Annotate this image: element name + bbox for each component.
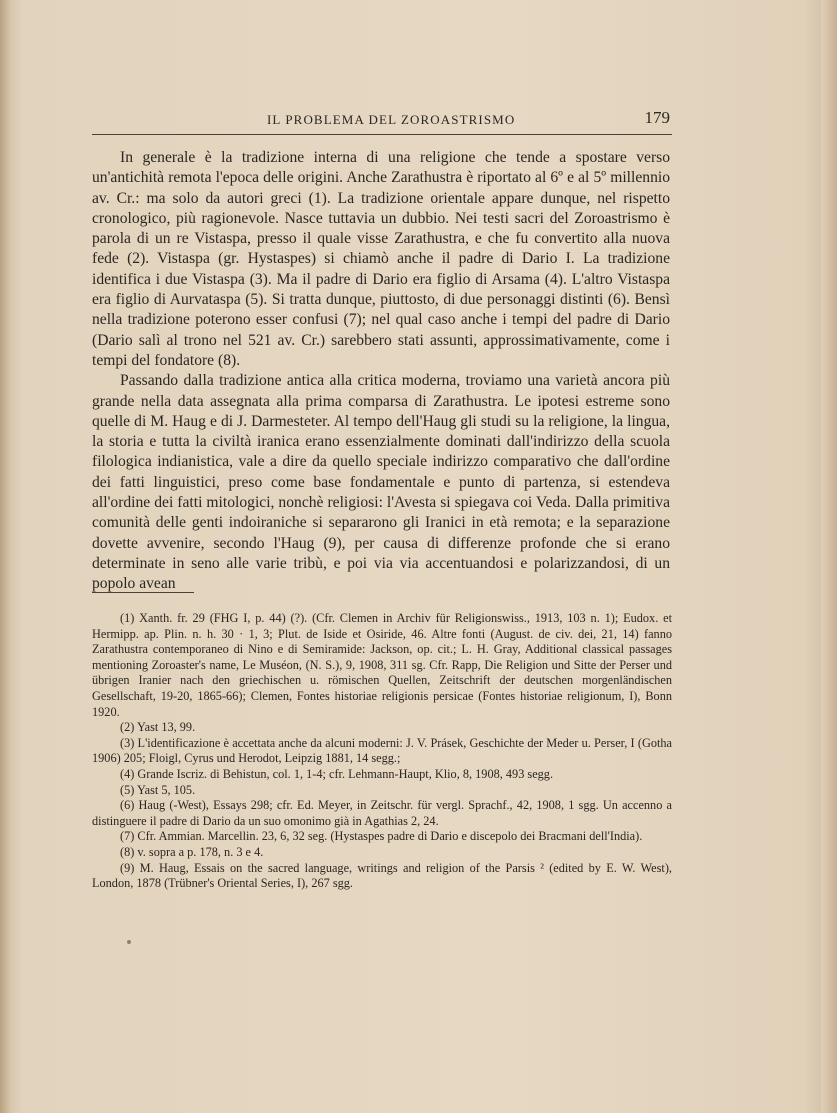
footnote: (2) Yast 13, 99.	[120, 720, 196, 735]
footnote: (1) Xanth. fr. 29 (FHG I, p. 44) (?). (Cfr. Clemen in Archiv für Religionswiss., 1913, 103 n. 1); Eudox. et Hermipp. ap. Plin. n. h. 30 · 1, 3; Plut. de Iside et Osiride, 46. Altre fonti (August. de civ. dei, 21, 14) fanno Zarathustra contemporaneo di Nino e di Semiramide: Jackson, op. cit.; L. H. Gray, Additional classical passages mentioning Zoroaster's name, Le Muséon, (N. S.), 9, 1908, 311 sg. Cfr. Rapp, Die Religion und Sitte der Perser und übrigen Iranier nach den griechischen u. römischen Quellen, Zeitschrift der deutschen morgenländischen Gesellschaft, 19-20, 1865-66); Clemen, Fontes historiae religionis persicae (Fontes historiae religionum, I), Bonn 1920.	[92, 611, 672, 719]
ink-speck	[127, 940, 131, 944]
page-number: 179	[644, 108, 670, 127]
page-right-edge	[821, 0, 837, 1113]
footnotes	[92, 611, 672, 892]
paragraph: In generale è la tradizione interna di una religione che tende a spostare verso un'antichità remota l'epoca delle origini. Anche Zarathustra è riportato al 6º e al 5º millennio av. Cr.: ma solo da autori greci (1). La tradizione orientale appare dunque, nel rispetto cronologico, più ragionevole. Nasce tuttavia un dubbio. Nei testi sacri del Zoroastrismo è parola di un re Vistaspa, presso il quale visse Zarathustra, e che fu convertito alla nuova fede (2). Vistaspa (gr. Hystaspes) si chiamò anche il padre di Dario I. La tradizione identifica i due Vistaspa (3). Ma il padre di Dario era figlio di Arsama (4). L'altro Vistaspa era figlio di Aurvataspa (5). Si tratta dunque, piuttosto, di due personaggi distinti (6). Bensì nella tradizione poterono esser confusi (7); nel qual caso anche i tempi del padre di Dario (Dario salì al trono nel 521 av. Cr.) sarebbero stati assunti, approssimativamente, come i tempi del fondatore (8).	[92, 149, 670, 369]
footnote: (7) Cfr. Ammian. Marcellin. 23, 6, 32 seg. (Hystaspes padre di Dario e discepolo dei Bracmani dell'India).	[120, 829, 643, 844]
footnote: (6) Haug (-West), Essays 298; cfr. Ed. Meyer, in Zeitschr. für vergl. Sprachf., 42, 1908, 1 sgg. Un accenno a distinguere il padre di Dario da un suo omonimo già in Agathias 2, 24.	[92, 798, 672, 828]
paragraph: Passando dalla tradizione antica alla critica moderna, troviamo una varietà ancora più grande nella data assegnata alla prima comparsa di Zarathustra. Le ipotesi estreme sono quelle di M. Haug e di J. Darmesteter. Al tempo dell'Haug gli studi su la religione, la lingua, la storia e tutta la civiltà iranica erano essenzialmente dominati dall'indirizzo della scuola filologica indianistica, vale a dire da quello speciale indirizzo comparativo che dall'ordine dei fatti linguistici, preso come base fondamentale e punto di partenza, si estendeva all'ordine dei fatti mitologici, nonchè religiosi: l'Avesta si spiegava coi Veda. Dalla primitiva comunità delle genti indoiraniche si separarono gli Iranici in età remota; e la separazione dovette avvenire, secondo l'Haug (9), per causa di differenze profonde che si erano determinate in seno alle varie tribù, e poi via via accentuandosi e polarizzandosi, di un popolo avean	[92, 372, 670, 593]
page-left-edge	[0, 0, 10, 1113]
footnote: (9) M. Haug, Essais on the sacred language, writings and religion of the Parsis ² (edited by E. W. West), London, 1878 (Trübner's Oriental Series, I), 267 sgg.	[92, 860, 672, 891]
running-title: IL PROBLEMA DEL ZOROASTRISMO	[267, 112, 516, 127]
main-text	[92, 148, 670, 595]
footnote-separator	[92, 592, 194, 593]
page-header	[92, 108, 672, 135]
footnote: (4) Grande Iscriz. di Behistun, col. 1, 1-4; cfr. Lehmann-Haupt, Klio, 8, 1908, 493 segg.	[120, 766, 554, 781]
footnote: (3) L'identificazione è accettata anche da alcuni moderni: J. V. Prásek, Geschichte der Meder u. Perser, I (Gotha 1906) 205; Floigl, Cyrus und Herodot, Leipzig 1881, 14 segg.;	[92, 735, 672, 766]
footnote: (8) v. sopra a p. 178, n. 3 e 4.	[120, 844, 264, 859]
footnote: (5) Yast 5, 105.	[120, 782, 196, 797]
